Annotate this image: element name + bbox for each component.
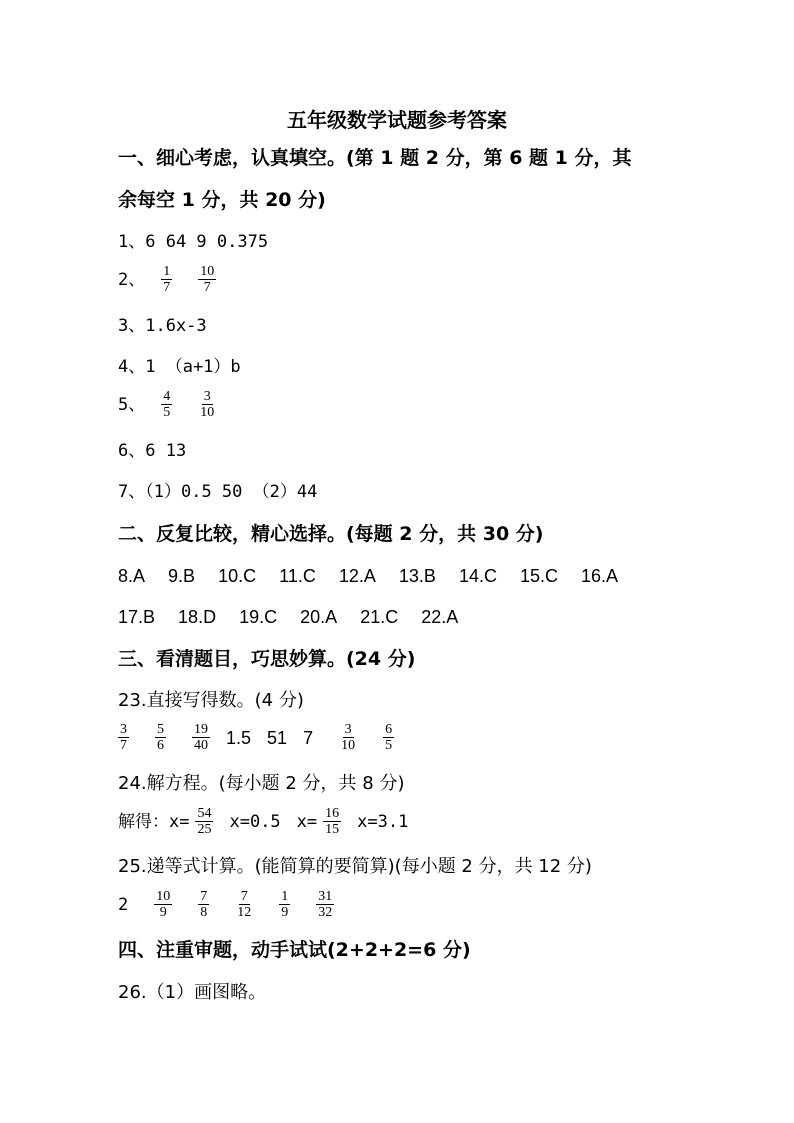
choice-answer: 17.B	[118, 607, 156, 627]
q24-answers	[118, 806, 408, 837]
q24-answer-3-prefix: x=	[296, 811, 318, 832]
q25-fraction-4: $\frac{1}{9}$	[281, 889, 289, 920]
q23-fraction-2: $\frac{5}{6}$	[157, 722, 164, 753]
q24-fraction-2: $\frac{16}{15}$	[325, 806, 340, 837]
choice-answer: 22.A	[421, 607, 459, 627]
q24-answer-4: x=3.1	[357, 811, 409, 832]
choice-answers-row2	[118, 605, 476, 629]
q2-fraction-1: $\frac{1}{7}$	[163, 264, 171, 295]
q24-answer-2: x=0.5	[229, 811, 281, 832]
q23-fraction-1: $\frac{3}{7}$	[120, 722, 127, 753]
answer-q5	[118, 389, 226, 420]
answer-q2	[118, 264, 226, 295]
section2-heading: 二、反复比较，精心选择。(每题 2 分，共 30 分)	[118, 523, 544, 545]
choice-answer: 16.A	[581, 566, 619, 586]
choice-answer: 13.B	[398, 566, 436, 586]
section3-heading: 三、看清题目，巧思妙算。(24 分)	[118, 648, 416, 670]
q5-fraction-1: $\frac{4}{5}$	[163, 389, 171, 420]
choice-answer: 11.C	[279, 566, 316, 586]
answer-q26: 26.（1）画图略。	[118, 982, 267, 1003]
section1-heading-line1: 一、细心考虑，认真填空。(第 1 题 2 分，第 6 题 1 分，其	[118, 147, 632, 169]
q23-fraction-5: $\frac{6}{5}$	[385, 722, 393, 753]
choice-answer: 18.D	[178, 607, 217, 627]
q5-fraction-2: $\frac{3}{10}$	[200, 389, 215, 420]
choice-answer: 19.C	[239, 607, 278, 627]
q23-answers	[118, 722, 404, 753]
q23-value-1: 1.5	[226, 727, 252, 748]
q23-value-3: 7	[303, 727, 314, 748]
choice-answer: 12.A	[338, 566, 376, 586]
answer-q3: 3、1.6x-3	[118, 316, 207, 336]
q24-fraction-1: $\frac{54}{25}$	[197, 806, 212, 837]
q2-fraction-2: $\frac{10}{7}$	[200, 264, 215, 295]
answer-q6: 6、6 13	[118, 441, 187, 461]
choice-answers-row1	[118, 564, 636, 588]
q5-prefix: 5、	[118, 394, 146, 415]
q25-fraction-2: $\frac{7}{8}$	[200, 889, 208, 920]
section1-heading-line2: 余每空 1 分，共 20 分)	[118, 189, 326, 211]
q25-fraction-3: $\frac{7}{12}$	[237, 889, 252, 920]
q24-prefix: 解得：x=	[118, 811, 190, 832]
q23-fraction-3: $\frac{19}{40}$	[194, 722, 208, 753]
q23-fraction-4: $\frac{3}{10}$	[341, 722, 356, 753]
answer-q4: 4、1 （a+1）b	[118, 357, 241, 377]
page-title: 五年级数学试题参考答案	[287, 108, 507, 132]
answer-q1: 1、6 64 9 0.375	[118, 232, 269, 252]
choice-answer: 21.C	[360, 607, 399, 627]
section4-heading: 四、注重审题，动手试试(2+2+2=6 分)	[118, 939, 471, 961]
q25-fraction-5: $\frac{31}{32}$	[318, 889, 333, 920]
q25-answers	[118, 889, 344, 920]
choice-answer: 10.C	[218, 566, 257, 586]
q25-fraction-1: $\frac{10}{9}$	[156, 889, 171, 920]
q24-label: 24.解方程。(每小题 2 分，共 8 分)	[118, 773, 405, 794]
q23-label: 23.直接写得数。(4 分)	[118, 690, 304, 711]
answer-q7: 7、（1）0.5 50 （2）44	[118, 482, 318, 502]
q23-value-2: 51	[267, 727, 288, 748]
choice-answer: 15.C	[519, 566, 559, 586]
q25-answer-1: 2	[118, 894, 129, 915]
q2-prefix: 2、	[118, 269, 146, 290]
q25-label: 25.递等式计算。(能简算的要简算)(每小题 2 分，共 12 分)	[118, 856, 592, 877]
choice-answer: 14.C	[458, 566, 497, 586]
choice-answer: 20.A	[300, 607, 338, 627]
choice-answer: 8.A	[118, 566, 146, 586]
choice-answer: 9.B	[168, 566, 196, 586]
